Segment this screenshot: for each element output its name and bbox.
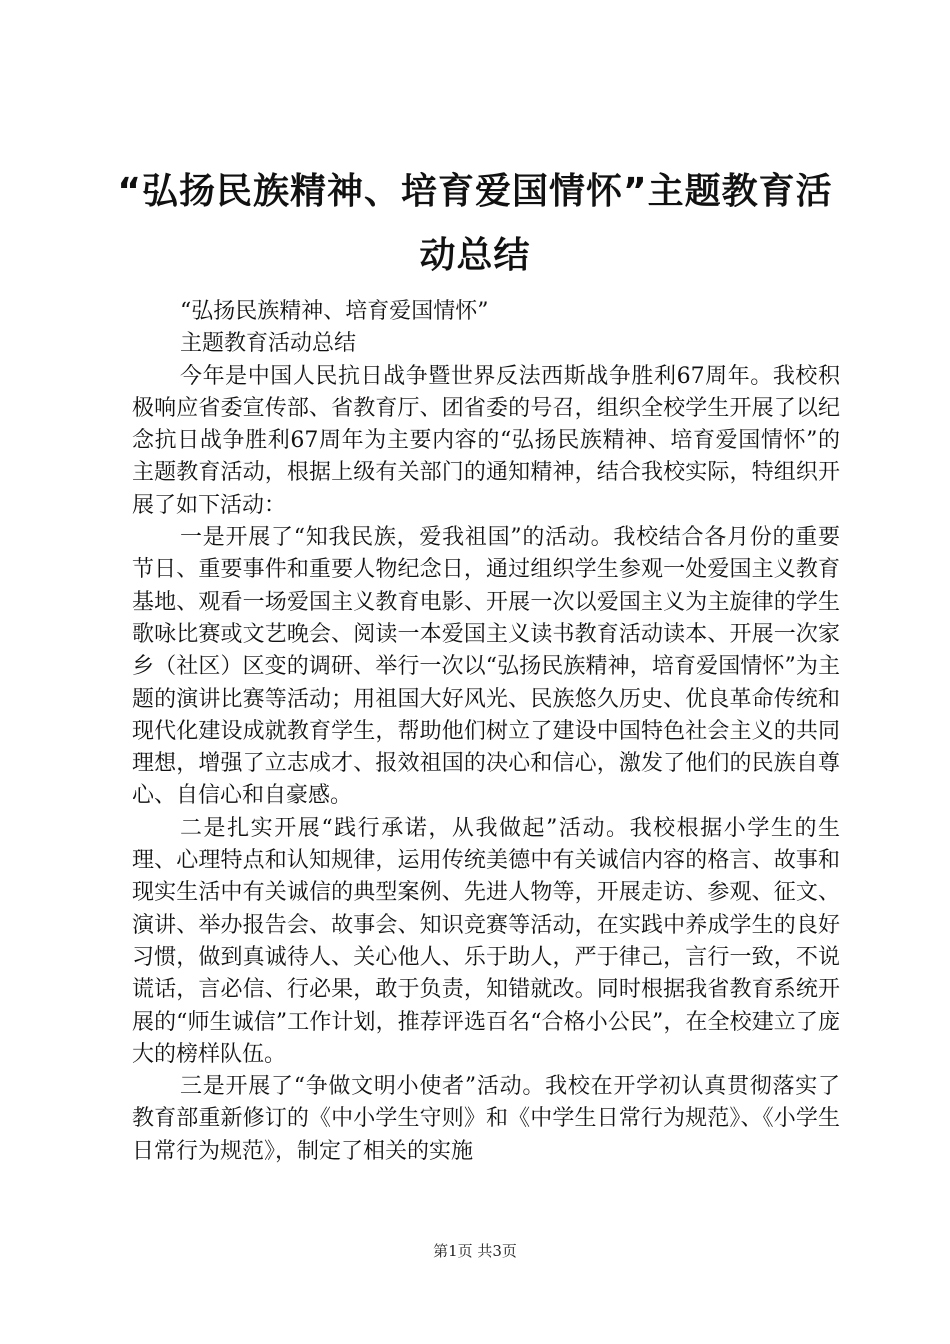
page-number-footer: 第1页 共3页 (433, 1242, 517, 1260)
document-title: “弘扬民族精神、培育爱国情怀”主题教育活动总结 (117, 171, 833, 276)
subtitle-line-1: “弘扬民族精神、培育爱国情怀” (180, 299, 489, 324)
subtitle-line-2: 主题教育活动总结 (180, 331, 357, 357)
document-body (132, 296, 840, 1168)
paragraph-activity-3: 三是开展了“争做文明小使者”活动。我校在开学初认真贯彻落实了教育部重新修订的《中小学生守则》和《中学生日常行为规范》、《小学生日常行为规范》，制定了相关的实施 (132, 1074, 840, 1164)
paragraph-intro: 今年是中国人民抗日战争暨世界反法西斯战争胜利67周年。我校积极响应省委宣传部、省教育厅、团省委的号召，组织全校学生开展了以纪念抗日战争胜利67周年为主要内容的“弘扬民族精神、培育爱国情怀”的主题教育活动，根据上级有关部门的通知精神，结合我校实际，特组织开展了如下活动： (132, 363, 840, 518)
paragraph-activity-2: 二是扎实开展“践行承诺，从我做起”活动。我校根据小学生的生理、心理特点和认知规律，运用传统美德中有关诚信内容的格言、故事和现实生活中有关诚信的典型案例、先进人物等，开展走访、参观、征文、演讲、举办报告会、故事会、知识竞赛等活动，在实践中养成学生的良好习惯，做到真诚待人、关心他人、乐于助人，严于律己，言行一致，不说谎话，言必信、行必果，敢于负责，知错就改。同时根据我省教育系统开展的“师生诚信”工作计划，推荐评选百名“合格小公民”，在全校建立了庞大的榜样队伍。 (132, 815, 840, 1067)
paragraph-activity-1: 一是开展了“知我民族，爱我祖国”的活动。我校结合各月份的重要节日、重要事件和重要人物纪念日，通过组织学生参观一处爱国主义教育基地、观看一场爱国主义教育电影、开展一次以爱国主义为主旋律的学生歌咏比赛或文艺晚会、阅读一本爱国主义读书教育活动读本、开展一次家乡（社区）区变的调研、举行一次以“弘扬民族精神，培育爱国情怀”为主题的演讲比赛等活动；用祖国大好风光、民族悠久历史、优良革命传统和现代化建设成就教育学生，帮助他们树立了建设中国特色社会主义的共同理想，增强了立志成才、报效祖国的决心和信心，激发了他们的民族自尊心、自信心和自豪感。 (132, 525, 840, 809)
